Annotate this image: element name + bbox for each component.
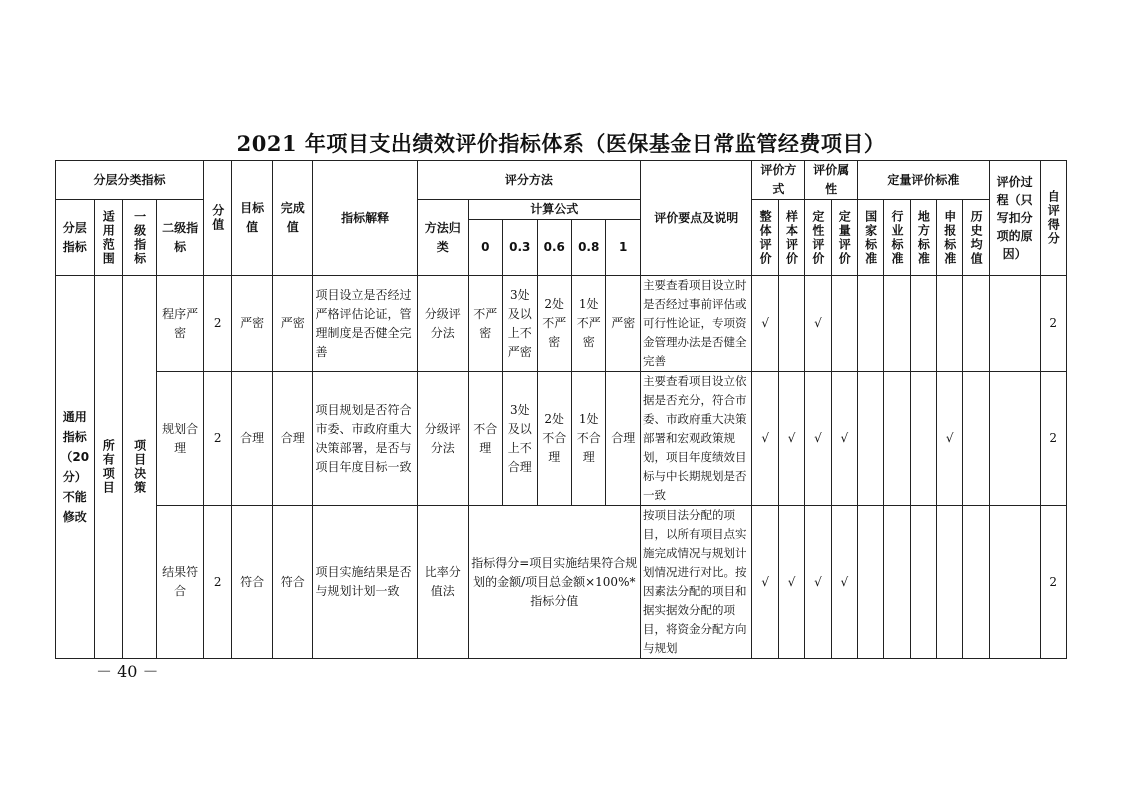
formula-08-cell: 1处不严密	[571, 276, 605, 372]
explanation-cell: 项目规划是否符合市委、市政府重大决策部署，是否与项目年度目标一致	[313, 372, 417, 506]
method-cell: 比率分值法	[417, 506, 468, 659]
header-level1: 一级指标	[122, 200, 156, 276]
completion-cell: 符合	[272, 506, 313, 659]
header-level2: 二级指标	[157, 200, 204, 276]
table-row	[56, 506, 1067, 659]
explanation-cell: 项目设立是否经过严格评估论证，管理制度是否健全完善	[313, 276, 417, 372]
process-cell	[989, 276, 1040, 372]
self-score-cell: 2	[1040, 276, 1067, 372]
header-local: 地方标准	[910, 200, 936, 276]
method-cell: 分级评分法	[417, 276, 468, 372]
overall-check: √	[752, 506, 778, 659]
historical-check	[963, 276, 989, 372]
historical-check	[963, 506, 989, 659]
level2-cell: 规划合理	[157, 372, 204, 506]
header-completion: 完成值	[272, 161, 313, 276]
header-f08: 0.8	[571, 220, 605, 276]
local-check	[910, 372, 936, 506]
header-historical: 历史均值	[963, 200, 989, 276]
formula-06-cell: 2处不严密	[537, 276, 571, 372]
national-check	[857, 372, 883, 506]
formula-cell: 指标得分=项目实施结果符合规划的金额/项目总金额×100%*指标分值	[468, 506, 640, 659]
completion-cell: 严密	[272, 276, 313, 372]
target-cell: 合理	[232, 372, 273, 506]
level2-cell: 程序严密	[157, 276, 204, 372]
quantitative-check	[831, 276, 857, 372]
header-f06: 0.6	[537, 220, 571, 276]
declared-check: √	[937, 372, 963, 506]
process-cell	[989, 372, 1040, 506]
header-score: 分值	[204, 161, 232, 276]
national-check	[857, 276, 883, 372]
header-quant-std: 定量评价标准	[857, 161, 989, 200]
page-number: － 40 －	[96, 662, 159, 681]
declared-check	[937, 276, 963, 372]
score-cell: 2	[204, 506, 232, 659]
header-f03: 0.3	[503, 220, 537, 276]
key-points-cell: 主要查看项目设立依据是否充分，符合市委、市政府重大决策部署和宏观政策规划，项目年度绩效目标与中长期规划是否一致	[640, 372, 752, 506]
header-key-points: 评价要点及说明	[640, 161, 752, 276]
overall-check: √	[752, 372, 778, 506]
self-score-cell: 2	[1040, 506, 1067, 659]
header-industry: 行业标准	[884, 200, 910, 276]
formula-1-cell: 严密	[606, 276, 641, 372]
header-formula: 计算公式	[468, 200, 640, 220]
formula-03-cell: 3处及以上不合理	[503, 372, 537, 506]
header-scoring-method: 评分方法	[417, 161, 640, 200]
header-eval-method: 评价方式	[752, 161, 805, 200]
header-sample: 样本评价	[778, 200, 804, 276]
header-eval-attr: 评价属性	[805, 161, 858, 200]
formula-1-cell: 合理	[606, 372, 641, 506]
header-explanation: 指标解释	[313, 161, 417, 276]
table-row	[56, 276, 1067, 372]
header-f0: 0	[468, 220, 502, 276]
group-level1: 项目决策	[122, 276, 156, 659]
formula-0-cell: 不严密	[468, 276, 502, 372]
table-row	[56, 372, 1067, 506]
header-process: 评价过程（只写扣分项的原因）	[989, 161, 1040, 276]
sample-check: √	[778, 506, 804, 659]
local-check	[910, 276, 936, 372]
method-cell: 分级评分法	[417, 372, 468, 506]
formula-03-cell: 3处及以上不严密	[503, 276, 537, 372]
target-cell: 严密	[232, 276, 273, 372]
header-method-class: 方法归类	[417, 200, 468, 276]
header-target: 目标值	[232, 161, 273, 276]
group-layer: 通用指标（20分）不能修改	[56, 276, 95, 659]
score-cell: 2	[204, 276, 232, 372]
header-quantitative: 定量评价	[831, 200, 857, 276]
quantitative-check: √	[831, 506, 857, 659]
page-title: 2021 年项目支出绩效评价指标体系（医保基金日常监管经费项目）	[236, 131, 886, 156]
key-points-cell: 主要查看项目设立时是否经过事前评估或可行性论证，专项资金管理办法是否健全完善	[640, 276, 752, 372]
industry-check	[884, 276, 910, 372]
header-classification: 分层分类指标	[56, 161, 204, 200]
sample-check: √	[778, 372, 804, 506]
industry-check	[884, 506, 910, 659]
completion-cell: 合理	[272, 372, 313, 506]
historical-check	[963, 372, 989, 506]
header-layer-indicator: 分层指标	[56, 200, 95, 276]
qualitative-check: √	[805, 372, 831, 506]
header-declared: 申报标准	[937, 200, 963, 276]
header-scope: 适用范围	[94, 200, 122, 276]
header-qualitative: 定性评价	[805, 200, 831, 276]
target-cell: 符合	[232, 506, 273, 659]
formula-06-cell: 2处不合理	[537, 372, 571, 506]
local-check	[910, 506, 936, 659]
declared-check	[937, 506, 963, 659]
header-f1: 1	[606, 220, 641, 276]
header-national: 国家标准	[857, 200, 883, 276]
sample-check	[778, 276, 804, 372]
indicator-table	[55, 160, 1067, 659]
quantitative-check: √	[831, 372, 857, 506]
qualitative-check: √	[805, 506, 831, 659]
self-score-cell: 2	[1040, 372, 1067, 506]
process-cell	[989, 506, 1040, 659]
national-check	[857, 506, 883, 659]
group-scope: 所有项目	[94, 276, 122, 659]
level2-cell: 结果符合	[157, 506, 204, 659]
overall-check: √	[752, 276, 778, 372]
header-self-score: 自评得分	[1040, 161, 1067, 276]
key-points-cell: 按项目法分配的项目，以所有项目点实施完成情况与规划计划情况进行对比。按因素法分配的项目和据实据效分配的项目，将资金分配方向与规划	[640, 506, 752, 659]
formula-08-cell: 1处不合理	[571, 372, 605, 506]
explanation-cell: 项目实施结果是否与规划计划一致	[313, 506, 417, 659]
formula-0-cell: 不合理	[468, 372, 502, 506]
score-cell: 2	[204, 372, 232, 506]
industry-check	[884, 372, 910, 506]
header-overall: 整体评价	[752, 200, 778, 276]
qualitative-check: √	[805, 276, 831, 372]
